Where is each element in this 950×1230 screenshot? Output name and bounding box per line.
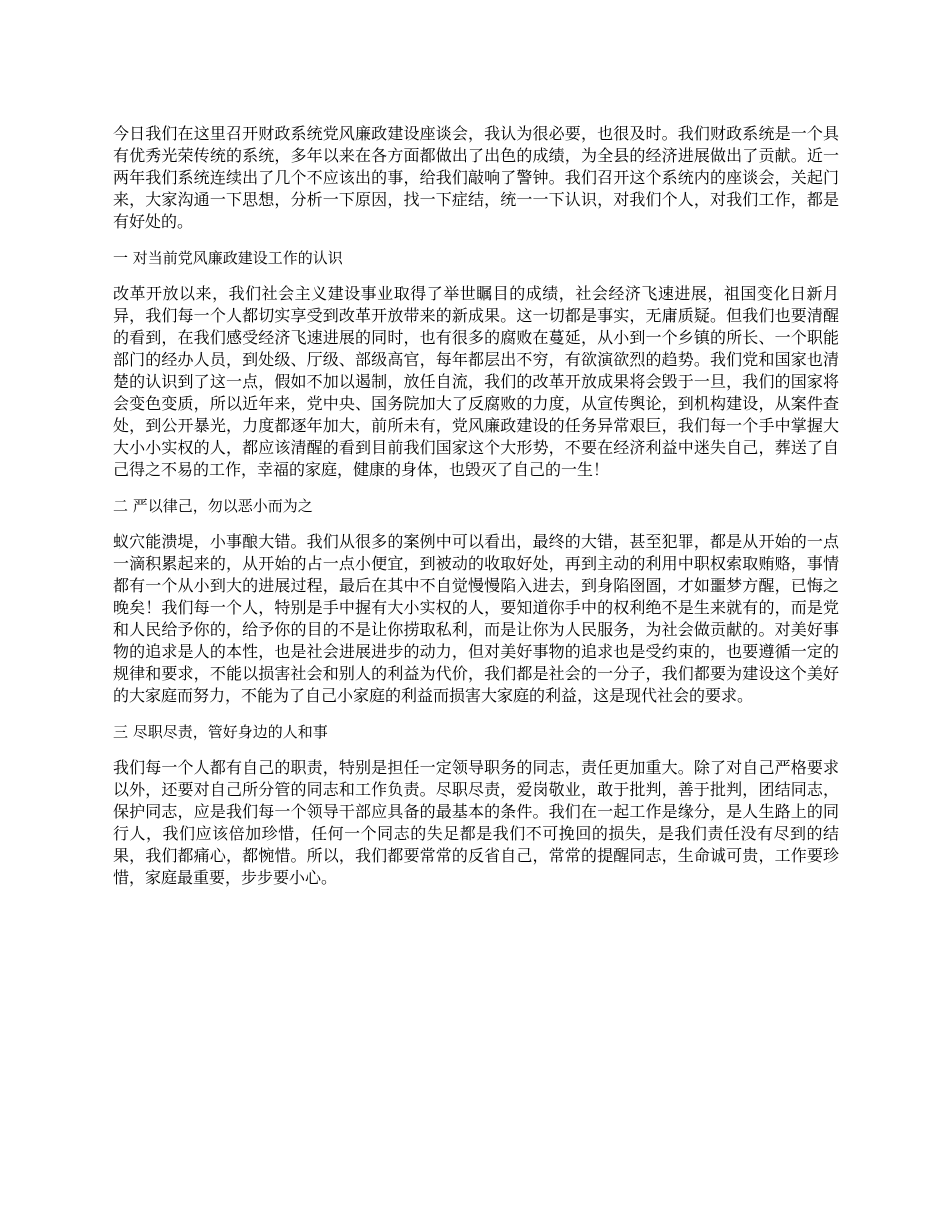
section-1-body: 改革开放以来，我们社会主义建设事业取得了举世瞩目的成绩，社会经济飞速进展，祖国变化日新月异，我们每一个人都切实享受到改革开放带来的新成果。这一切都是事实，无庸质疑。但我们也要清醒的看到，在我们感受经济飞速进展的同时，也有很多的腐败在蔓延，从小到一个乡镇的所长、一个职能部门的经办人员，到处级、厅级、部级高官，每年都层出不穷，有欲演欲烈的趋势。我们党和国家也清楚的认识到了这一点，假如不加以遏制，放任自流，我们的改革开放成果将会毁于一旦，我们的国家将会变色变质，所以近年来，党中央、国务院加大了反腐败的力度，从宣传舆论，到机构建设，从案件查处，到公开暴光，力度都逐年加大，前所未有，党风廉政建设的任务异常艰巨，我们每一个手中掌握大大小小实权的人，都应该清醒的看到目前我们国家这个大形势，不要在经济利益中迷失自己，葬送了自己得之不易的工作，幸福的家庭，健康的身体，也毁灭了自己的一生！: [113, 284, 839, 479]
section-2-heading: 二 严以律己，勿以恶小而为之: [113, 497, 313, 515]
section-2-body: 蚁穴能溃堤，小事酿大错。我们从很多的案例中可以看出，最终的大错，甚至犯罪，都是从开始的一点一滴积累起来的，从开始的占一点小便宜，到被动的收取好处，再到主动的利用中职权索取贿赂，事情都有一个从小到大的进展过程，最后在其中不自觉慢慢陷入进去，到身陷囹圄，才如噩梦方醒，已悔之晚矣！我们每一个人，特别是手中握有大小实权的人，要知道你手中的权利绝不是生来就有的，而是党和人民给予你的，给予你的目的不是让你捞取私利，而是让你为人民服务，为社会做贡献的。对美好事物的追求是人的本性，也是社会进展进步的动力，但对美好事物的追求也是受约束的，也要遵循一定的规律和要求，不能以损害社会和别人的利益为代价，我们都是社会的一分子，我们都要为建设这个美好的大家庭而努力，不能为了自己小家庭的利益而损害大家庭的利益，这是现代社会的要求。: [113, 532, 839, 705]
section-1-heading: 一 对当前党风廉政建设工作的认识: [113, 249, 343, 267]
intro-paragraph: 今日我们在这里召开财政系统党风廉政建设座谈会，我认为很必要，也很及时。我们财政系统是一个具有优秀光荣传统的系统，多年以来在各方面都做出了出色的成绩，为全县的经济进展做出了贡献。近一两年我们系统连续出了几个不应该出的事，给我们敲响了警钟。我们召开这个系统内的座谈会，关起门来，大家沟通一下思想，分析一下原因，找一下症结，统一一下认识，对我们个人，对我们工作，都是有好处的。: [113, 124, 839, 231]
document-page: [113, 123, 839, 903]
section-3-heading: 三 尽职尽责，管好身边的人和事: [113, 723, 328, 741]
section-3-body: 我们每一个人都有自己的职责，特别是担任一定领导职务的同志，责任更加重大。除了对自己严格要求以外，还要对自己所分管的同志和工作负责。尽职尽责，爱岗敬业，敢于批判，善于批判，团结同志，保护同志，应是我们每一个领导干部应具备的最基本的条件。我们在一起工作是缘分，是人生路上的同行人，我们应该倍加珍惜，任何一个同志的失足都是我们不可挽回的损失，是我们责任没有尽到的结果，我们都痛心，都惋惜。所以，我们都要常常的反省自己，常常的提醒同志，生命诚可贵，工作要珍惜，家庭最重要，步步要小心。: [113, 758, 839, 887]
